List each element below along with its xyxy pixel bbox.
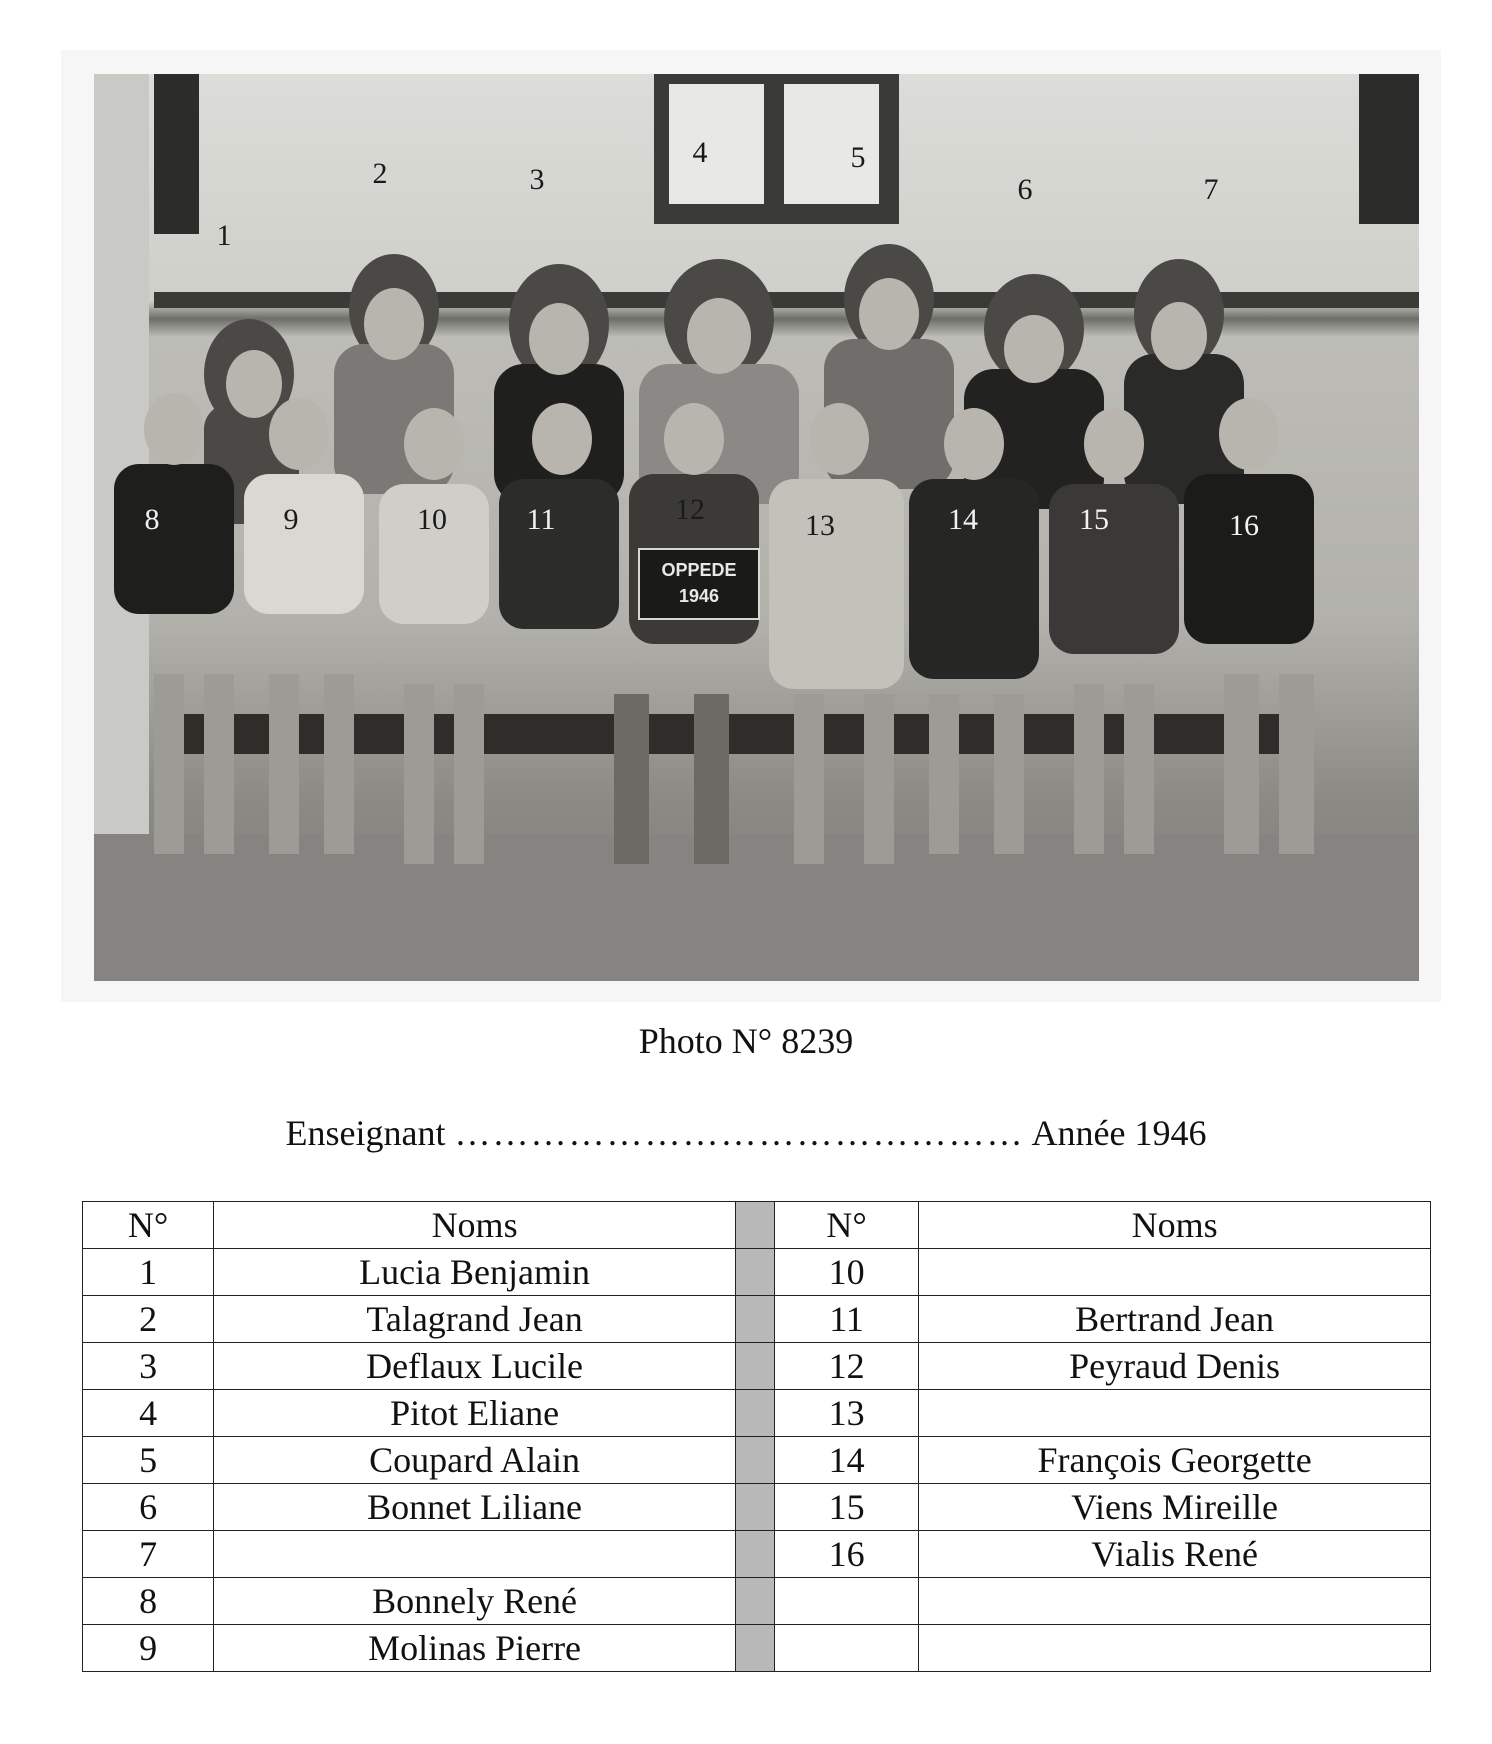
photo-number-10: 10 bbox=[417, 503, 447, 536]
row-name: Molinas Pierre bbox=[214, 1625, 736, 1672]
row-name bbox=[919, 1578, 1431, 1625]
column-separator bbox=[735, 1249, 774, 1296]
row-number: 11 bbox=[775, 1296, 919, 1343]
row-number: 9 bbox=[83, 1625, 214, 1672]
column-separator bbox=[735, 1578, 774, 1625]
names-table bbox=[82, 1201, 1431, 1672]
photo-number-6: 6 bbox=[1017, 173, 1033, 206]
row-name: Deflaux Lucile bbox=[214, 1343, 736, 1390]
table-row bbox=[83, 1625, 1431, 1672]
photo-caption: Photo N° 8239 bbox=[638, 1021, 854, 1061]
row-number: 5 bbox=[83, 1437, 214, 1484]
column-separator bbox=[735, 1484, 774, 1531]
header-num-left: N° bbox=[83, 1202, 214, 1249]
photo-number-4: 4 bbox=[692, 136, 708, 169]
row-name: Lucia Benjamin bbox=[214, 1249, 736, 1296]
row-name bbox=[919, 1390, 1431, 1437]
row-number: 13 bbox=[775, 1390, 919, 1437]
row-number: 8 bbox=[83, 1578, 214, 1625]
table-row bbox=[83, 1484, 1431, 1531]
coat-rail bbox=[154, 292, 1419, 308]
photo-number-3: 3 bbox=[529, 163, 545, 196]
table-row bbox=[83, 1390, 1431, 1437]
row-name bbox=[919, 1249, 1431, 1296]
photo-number-14: 14 bbox=[948, 503, 978, 536]
column-separator bbox=[735, 1202, 774, 1249]
table-row bbox=[83, 1578, 1431, 1625]
row-number bbox=[775, 1578, 919, 1625]
row-number: 7 bbox=[83, 1531, 214, 1578]
right-window bbox=[1359, 74, 1419, 224]
row-name: Bertrand Jean bbox=[919, 1296, 1431, 1343]
row-name: Talagrand Jean bbox=[214, 1296, 736, 1343]
photo-number-5: 5 bbox=[850, 141, 866, 174]
photo-number-15: 15 bbox=[1079, 503, 1109, 536]
row-name bbox=[214, 1531, 736, 1578]
table-header-row bbox=[83, 1202, 1431, 1249]
row-name: Coupard Alain bbox=[214, 1437, 736, 1484]
row-number: 16 bbox=[775, 1531, 919, 1578]
row-number bbox=[775, 1625, 919, 1672]
table-row bbox=[83, 1296, 1431, 1343]
row-number: 15 bbox=[775, 1484, 919, 1531]
row-name: Viens Mireille bbox=[919, 1484, 1431, 1531]
header-name-right: Noms bbox=[919, 1202, 1431, 1249]
header-num-right: N° bbox=[775, 1202, 919, 1249]
row-name: Peyraud Denis bbox=[919, 1343, 1431, 1390]
column-separator bbox=[735, 1390, 774, 1437]
row-name bbox=[919, 1625, 1431, 1672]
row-name: Pitot Eliane bbox=[214, 1390, 736, 1437]
slate-line2: 1946 bbox=[678, 586, 720, 606]
class-photo bbox=[94, 74, 1419, 981]
photo-number-12: 12 bbox=[675, 493, 705, 526]
table-row bbox=[83, 1531, 1431, 1578]
ground bbox=[94, 834, 1419, 981]
photo-number-8: 8 bbox=[144, 503, 160, 536]
photo-number-9: 9 bbox=[283, 503, 299, 536]
table-row bbox=[83, 1437, 1431, 1484]
header-name-left: Noms bbox=[214, 1202, 736, 1249]
column-separator bbox=[735, 1437, 774, 1484]
table-row bbox=[83, 1343, 1431, 1390]
year-label: Année 1946 bbox=[1031, 1113, 1207, 1153]
row-number: 6 bbox=[83, 1484, 214, 1531]
teacher-label: Enseignant bbox=[285, 1113, 446, 1153]
row-number: 12 bbox=[775, 1343, 919, 1390]
column-separator bbox=[735, 1343, 774, 1390]
teacher-dots: ……………………………………… bbox=[454, 1113, 1025, 1153]
photo-number-7: 7 bbox=[1203, 173, 1219, 206]
column-separator bbox=[735, 1296, 774, 1343]
row-name: Bonnet Liliane bbox=[214, 1484, 736, 1531]
row-name: Bonnely René bbox=[214, 1578, 736, 1625]
teacher-line bbox=[0, 1112, 1492, 1154]
row-number: 14 bbox=[775, 1437, 919, 1484]
row-number: 3 bbox=[83, 1343, 214, 1390]
table-row bbox=[83, 1249, 1431, 1296]
row-number: 2 bbox=[83, 1296, 214, 1343]
column-separator bbox=[735, 1531, 774, 1578]
photo-number-2: 2 bbox=[372, 157, 388, 190]
photo-number-16: 16 bbox=[1229, 509, 1259, 542]
photo-number-11: 11 bbox=[526, 503, 556, 536]
photo-number-13: 13 bbox=[805, 509, 835, 542]
row-name: François Georgette bbox=[919, 1437, 1431, 1484]
column-separator bbox=[735, 1625, 774, 1672]
row-number: 4 bbox=[83, 1390, 214, 1437]
row-number: 1 bbox=[83, 1249, 214, 1296]
slate-line1: OPPEDE bbox=[661, 560, 737, 580]
left-window bbox=[154, 74, 199, 234]
row-number: 10 bbox=[775, 1249, 919, 1296]
photo-number-1: 1 bbox=[216, 219, 232, 252]
row-name: Vialis René bbox=[919, 1531, 1431, 1578]
